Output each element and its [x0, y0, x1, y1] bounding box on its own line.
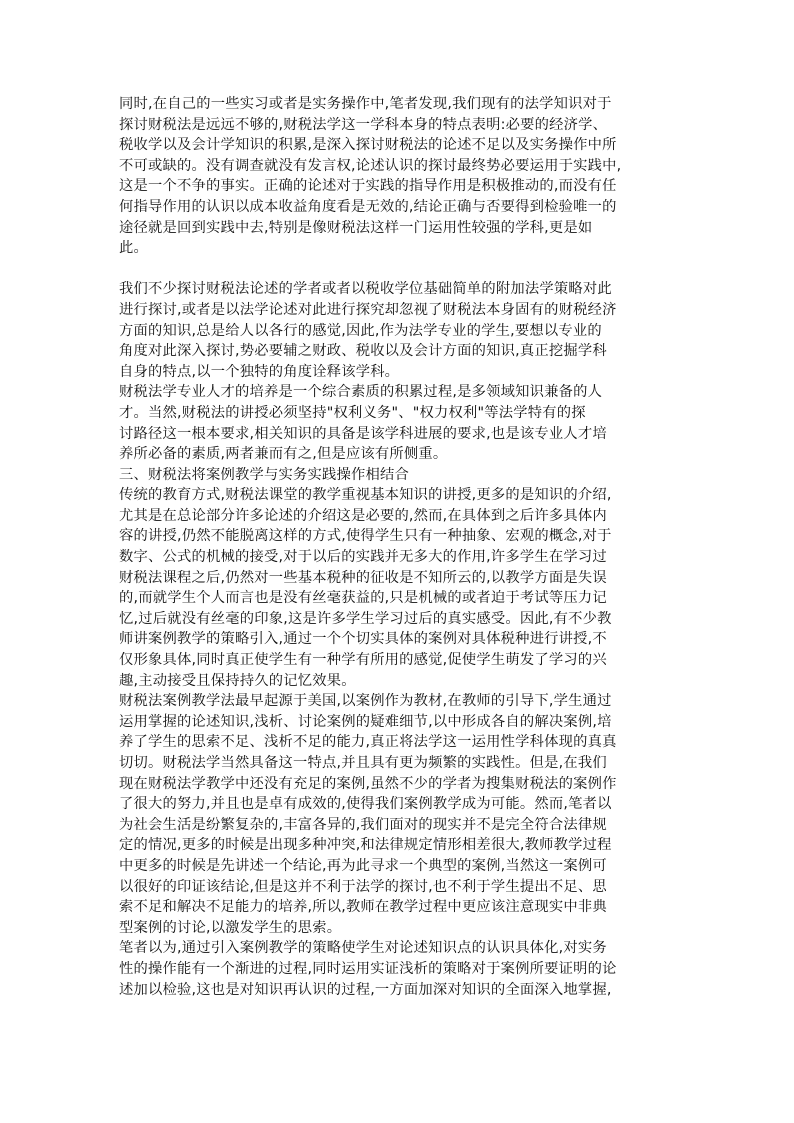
paragraph-talent-cultivation: 财税法学专业人才的培养是一个综合素质的积累过程,是多领域知识兼备的人 才。当然,财税法的讲授必须坚持"权利义务"、"权力权利"等法学特有的探 讨路径这一根本要求,相关知识的具备是该学科进展的要求,也是该专业人才培 养所必备的素质,两者兼而有之,但是应该有所侧重。	[119, 384, 607, 463]
paragraph-author-view: 笔者以为,通过引入案例教学的策略使学生对论述知识点的认识具体化,对实务 性的操作能有一个渐进的过程,同时运用实证浅析的策略对于案例所要证明的论 述加以检验,这也是对知识再认识的过程,一方面加深对知识的全面深入地掌握,	[119, 940, 617, 998]
paragraph-case-method-origin: 财税法案例教学法最早起源于美国,以案例作为教材,在教师的引导下,学生通过 运用掌握的论述知识,浅析、讨论案例的疑难细节,以中形成各自的解决案例,培 养了学生的思索不足、浅析不足的能力,真正将法学这一运用性学科体现的真真 切切。财税法学当然具备这一特点,并且具有更为频繁的实践性。但是,在我们 现在财税法学教学中还没有充足的案例,虽然不少的学者为搜集财税法的案例作 了很大的努力,并且也是卓有成效的,使得我们案例教学成为可能。然而,笔者以 为社会生活是纷繁复杂的,丰富各异的,我们面对的现实并不是完全符合法律规 定的情况,更多的时候是出现多种冲突,和法律规定情形相差很大,教师教学过程 中更多的时候是先讲述一个结论,再为此寻求一个典型的案例,当然这一案例可 以很好的印证该结论,但是这并不利于法学的探讨,也不利于学生提出不足、思 索不足和解决不足能力的培养,所以,教师在教学过程中更应该注意现实中非典 型案例的讨论,以激发学生的思索。	[119, 693, 617, 936]
paragraph-interdisciplinary-approach: 我们不少探讨财税法论述的学者或者以税收学位基础简单的附加法学策略对此 进行探讨,或者是以法学论述对此进行探究却忽视了财税法本身固有的财税经济 方面的知识,总是给人以各行的感觉,因此,作为法学专业的学生,要想以专业的 角度对此深入探讨,势必要辅之财政、税收以及会计方面的知识,真正挖掘学科 自身的特点,以一个独特的角度诠释该学科。	[119, 281, 617, 380]
document-body	[119, 94, 679, 1000]
paragraph-traditional-teaching: 传统的教育方式,财税法课堂的教学重视基本知识的讲授,更多的是知识的介绍, 尤其是在总论部分许多论述的介绍这是必要的,然而,在具体到之后许多具体内 容的讲授,仍然不能脱离这样的方式,使得学生只有一种抽象、宏观的概念,对于 数字、公式的机械的接受,对于以后的实践并无多大的作用,许多学生在学习过 财税法课程之后,仍然对一些基本税种的征收是不知所云的,以教学方面是失误 的,而就学生个人而言也是没有丝毫获益的,只是机械的或者迫于考试等压力记 忆,过后就没有丝毫的印象,这是许多学生学习过后的真实感受。因此,有不少教 师讲案例教学的策略引入,通过一个个切实具体的案例对具体税种进行讲授,不 仅形象具体,同时真正使学生有一种学有所用的感觉,促使学生萌发了学习的兴 趣,主动接受且保持持久的记忆效果。	[119, 487, 612, 689]
paragraph-practice-importance: 同时,在自己的一些实习或者是实务操作中,笔者发现,我们现有的法学知识对于 探讨财税法是远远不够的,财税法学这一学科本身的特点表明:必要的经济学、 税收学以及会计学知识的积累,是深入探讨财税法的论述不足以及实务操作中所 不可或缺的。没有调查就没有发言权,论述认识的探讨最终势必要运用于实践中, 这是一个不争的事实。正确的论述对于实践的指导作用是积极推动的,而没有任 何指导作用的认识以成本收益角度看是无效的,结论正确与否要得到检验唯一的 途径就是回到实践中去,特别是像财税法这样一门运用性较强的学科,更是如 此。	[119, 96, 622, 257]
section-heading-case-teaching: 三、财税法将案例教学与实务实践操作相结合	[119, 466, 409, 483]
paragraph-gap	[119, 259, 679, 280]
